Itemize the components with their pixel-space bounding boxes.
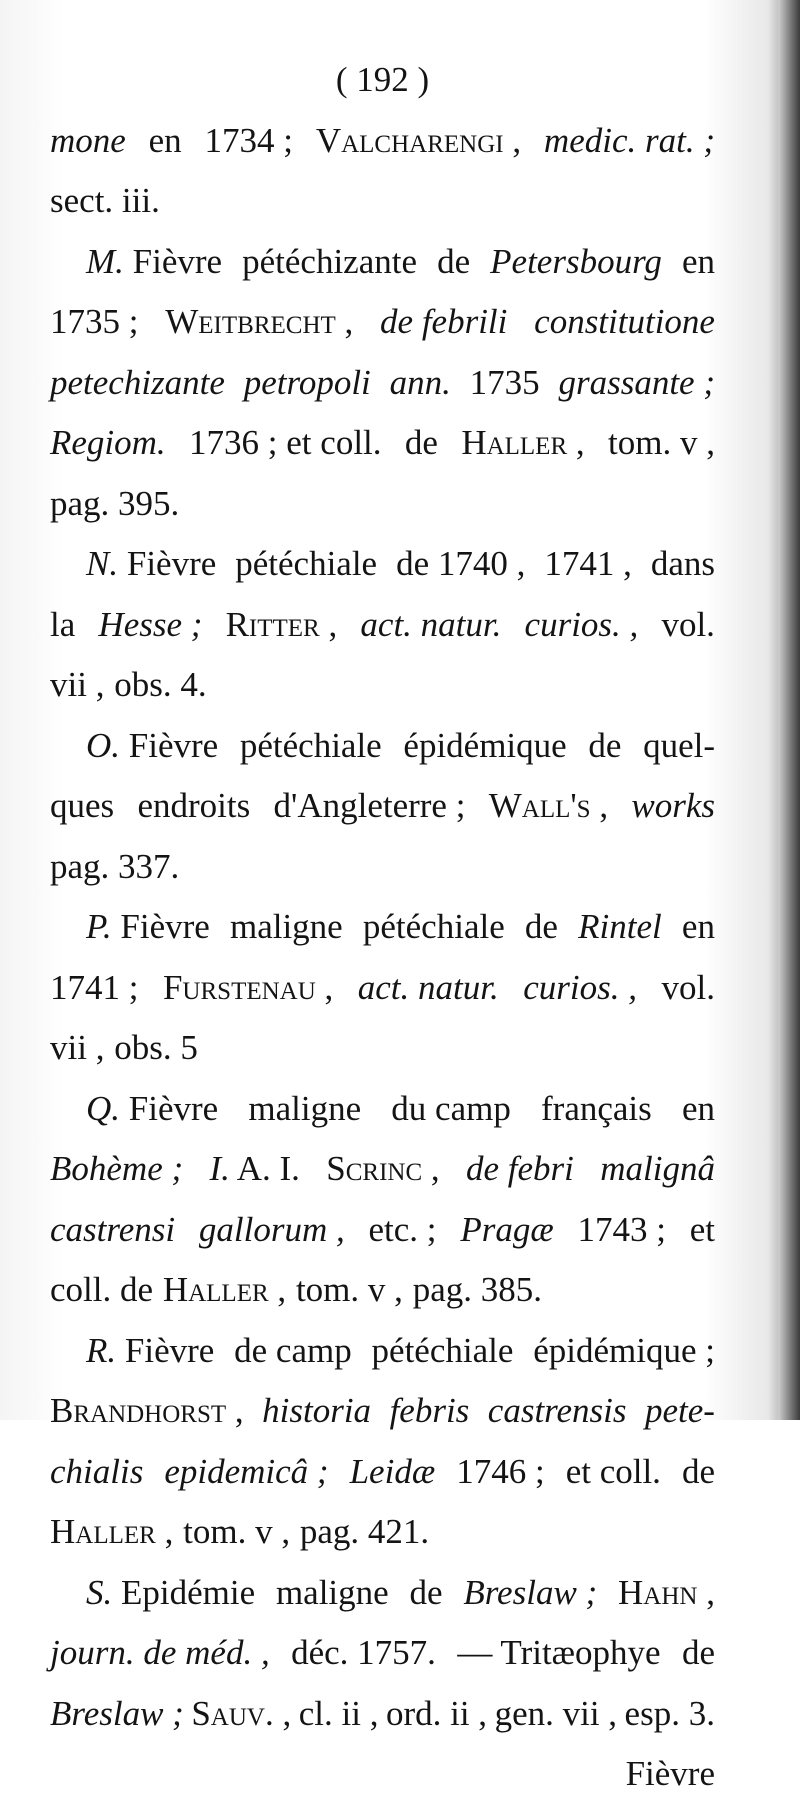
text-word: Breslaw ; <box>463 1572 598 1612</box>
text-word: et coll. <box>565 1451 661 1491</box>
text-word: pétéchiale <box>235 544 378 583</box>
text-word: act. natur. <box>360 604 502 644</box>
text-word: esp. 3. <box>624 1693 715 1733</box>
text-word: medic. rat. ; <box>543 120 715 160</box>
text-line <box>50 837 715 898</box>
text-word: — Tritæophye <box>457 1633 661 1672</box>
text-word: ord. ii , <box>385 1693 488 1733</box>
text-word: R. Fièvre <box>86 1330 215 1370</box>
text-word: N. Fièvre <box>86 544 217 583</box>
page-number: ( 192 ) <box>335 60 430 99</box>
text-word: pete- <box>645 1391 715 1430</box>
text-word: chialis <box>50 1451 144 1491</box>
text-word: en <box>681 241 715 281</box>
text-word: de <box>681 1633 715 1672</box>
text-word: dans <box>650 544 715 583</box>
text-word: Regiom. <box>50 423 166 462</box>
text-line <box>50 776 715 837</box>
text-word: Brandhorst , <box>50 1391 244 1430</box>
text-word: Sauv. , <box>191 1693 292 1733</box>
text-word: Petersbourg <box>490 241 662 281</box>
text-word: 1746 ; <box>456 1451 545 1491</box>
text-word: gallorum , <box>198 1209 345 1249</box>
text-word: du camp <box>391 1088 511 1128</box>
text-word: ques <box>50 786 115 825</box>
text-line <box>50 171 715 232</box>
text-word: coll. de <box>50 1270 154 1309</box>
text-word: 1741 ; <box>50 967 139 1007</box>
text-word: en <box>681 907 715 946</box>
page-edge-shadow <box>778 0 800 1420</box>
text-line <box>50 1260 715 1321</box>
text-word: Wall's , <box>488 786 609 825</box>
text-line <box>50 1079 715 1140</box>
text-line <box>50 1442 715 1503</box>
text-word: S. Epidémie <box>86 1572 256 1612</box>
text-line <box>50 111 715 172</box>
text-line <box>50 595 715 656</box>
text-word: et <box>689 1209 715 1249</box>
text-word: d'Angleterre ; <box>273 786 466 825</box>
text-word: curios. , <box>523 967 637 1007</box>
text-word: maligne <box>248 1088 362 1128</box>
text-line <box>50 655 715 716</box>
text-word: la <box>50 604 76 644</box>
text-line <box>50 1381 715 1442</box>
text-word: vii , <box>50 1028 105 1067</box>
text-word: M. Fièvre <box>86 241 223 281</box>
text-word: Hahn , <box>618 1572 715 1612</box>
text-word: de 1740 , <box>396 544 526 583</box>
text-word: de <box>404 423 438 462</box>
text-line <box>50 1623 715 1684</box>
text-line <box>50 413 715 474</box>
text-word: 1743 ; <box>577 1209 666 1249</box>
text-line <box>50 1018 715 1079</box>
text-word: pétéchiale <box>239 725 382 765</box>
text-line <box>50 1502 715 1563</box>
text-word: vii , <box>50 665 105 704</box>
text-word: pétéchiale <box>362 907 505 946</box>
text-word: Leidæ <box>349 1451 436 1491</box>
text-word: quel- <box>643 725 715 765</box>
text-line <box>50 1139 715 1200</box>
text-word: tom. v , <box>183 1512 291 1551</box>
text-line <box>50 474 715 535</box>
text-word: epidemicâ ; <box>164 1451 329 1491</box>
text-word: constitutione <box>534 302 715 341</box>
text-line <box>50 897 715 958</box>
text-word: pétéchiale <box>371 1330 514 1370</box>
text-word: petechizante <box>50 362 225 402</box>
text-word: pag. 337. <box>50 846 180 886</box>
text-word: 1735 ; <box>50 302 139 341</box>
text-word: Rintel <box>578 907 662 946</box>
text-word: de febrili <box>380 302 508 341</box>
text-word: works <box>631 786 715 825</box>
text-word: Ritter , <box>225 604 338 644</box>
text-word: épidémique <box>403 725 567 765</box>
text-word: en <box>681 1088 715 1128</box>
text-word: Pragæ <box>460 1209 554 1249</box>
text-word: de <box>409 1572 443 1612</box>
text-word: de <box>437 241 471 281</box>
text-word: pétéchizante <box>242 241 418 281</box>
text-word: maligne <box>229 907 343 946</box>
text-word: vol. <box>661 967 715 1007</box>
text-line <box>50 1563 715 1624</box>
text-word: O. Fièvre <box>86 725 219 765</box>
text-word: Breslaw ; <box>50 1693 184 1733</box>
text-word: de <box>681 1451 715 1491</box>
text-word: historia <box>262 1391 372 1430</box>
page-text <box>50 50 715 1805</box>
text-word: Valcharengi , <box>315 120 522 160</box>
text-word: etc. ; <box>368 1209 437 1249</box>
text-line <box>50 232 715 293</box>
text-word: grassante ; <box>558 362 715 402</box>
text-word: ann. <box>389 362 451 402</box>
text-line <box>50 958 715 1019</box>
text-word: pag. 395. <box>50 483 180 523</box>
text-word: 1736 ; et coll. <box>189 423 382 462</box>
text-word: tom. v , <box>295 1270 403 1309</box>
text-word: vol. <box>661 604 715 644</box>
text-word: P. Fièvre <box>86 907 210 946</box>
text-word: I. A. I. <box>209 1149 300 1188</box>
text-line <box>50 1321 715 1382</box>
text-line <box>50 716 715 777</box>
text-line <box>50 292 715 353</box>
text-word: épidémique ; <box>533 1330 715 1370</box>
text-word: de camp <box>234 1330 352 1370</box>
text-word: sect. iii. <box>50 181 160 220</box>
text-word: 1741 , <box>544 544 632 583</box>
text-word: de <box>524 907 558 946</box>
text-word: déc. 1757. <box>291 1633 436 1672</box>
text-word: tom. v , <box>608 423 715 462</box>
text-word: Q. Fièvre <box>86 1088 219 1128</box>
text-word: gen. vii , <box>494 1693 618 1733</box>
text-word: pag. 421. <box>299 1512 430 1551</box>
text-word: castrensi <box>50 1209 176 1249</box>
text-word: Haller , <box>162 1270 287 1309</box>
text-word: de <box>588 725 622 765</box>
text-word: 1735 <box>469 362 540 402</box>
text-word: pag. 385. <box>412 1270 542 1309</box>
text-word: de febri <box>466 1149 574 1188</box>
text-word: malignâ <box>600 1149 715 1188</box>
text-word: en <box>148 120 182 160</box>
text-word: Furstenau , <box>162 967 334 1007</box>
text-word: Haller , <box>461 423 585 462</box>
text-word: Haller , <box>50 1512 174 1551</box>
text-word: obs. 5 <box>114 1028 198 1067</box>
text-word: cl. ii , <box>298 1693 379 1733</box>
text-word: febris <box>389 1391 470 1430</box>
text-word: mone <box>50 120 126 160</box>
text-word: Bohème ; <box>50 1149 184 1188</box>
text-word: obs. 4. <box>114 665 207 704</box>
text-line <box>50 1200 715 1261</box>
text-word: Fièvre <box>625 1754 715 1793</box>
text-line <box>50 1684 715 1745</box>
text-word: act. natur. <box>357 967 499 1007</box>
text-word: castrensis <box>487 1391 627 1430</box>
text-line <box>50 1744 715 1805</box>
text-word: journ. de méd. , <box>50 1633 270 1672</box>
text-word: endroits <box>137 786 251 825</box>
text-word: Scrinc , <box>326 1149 440 1188</box>
text-word: français <box>541 1088 652 1128</box>
text-word: 1734 ; <box>204 120 293 160</box>
text-word: petropoli <box>243 362 371 402</box>
text-word: Hesse ; <box>98 604 203 644</box>
text-line <box>50 534 715 595</box>
text-word: maligne <box>275 1572 389 1612</box>
text-word: curios. , <box>524 604 639 644</box>
text-line <box>50 353 715 414</box>
text-body <box>50 111 715 1805</box>
text-word: Weitbrecht , <box>165 302 354 341</box>
